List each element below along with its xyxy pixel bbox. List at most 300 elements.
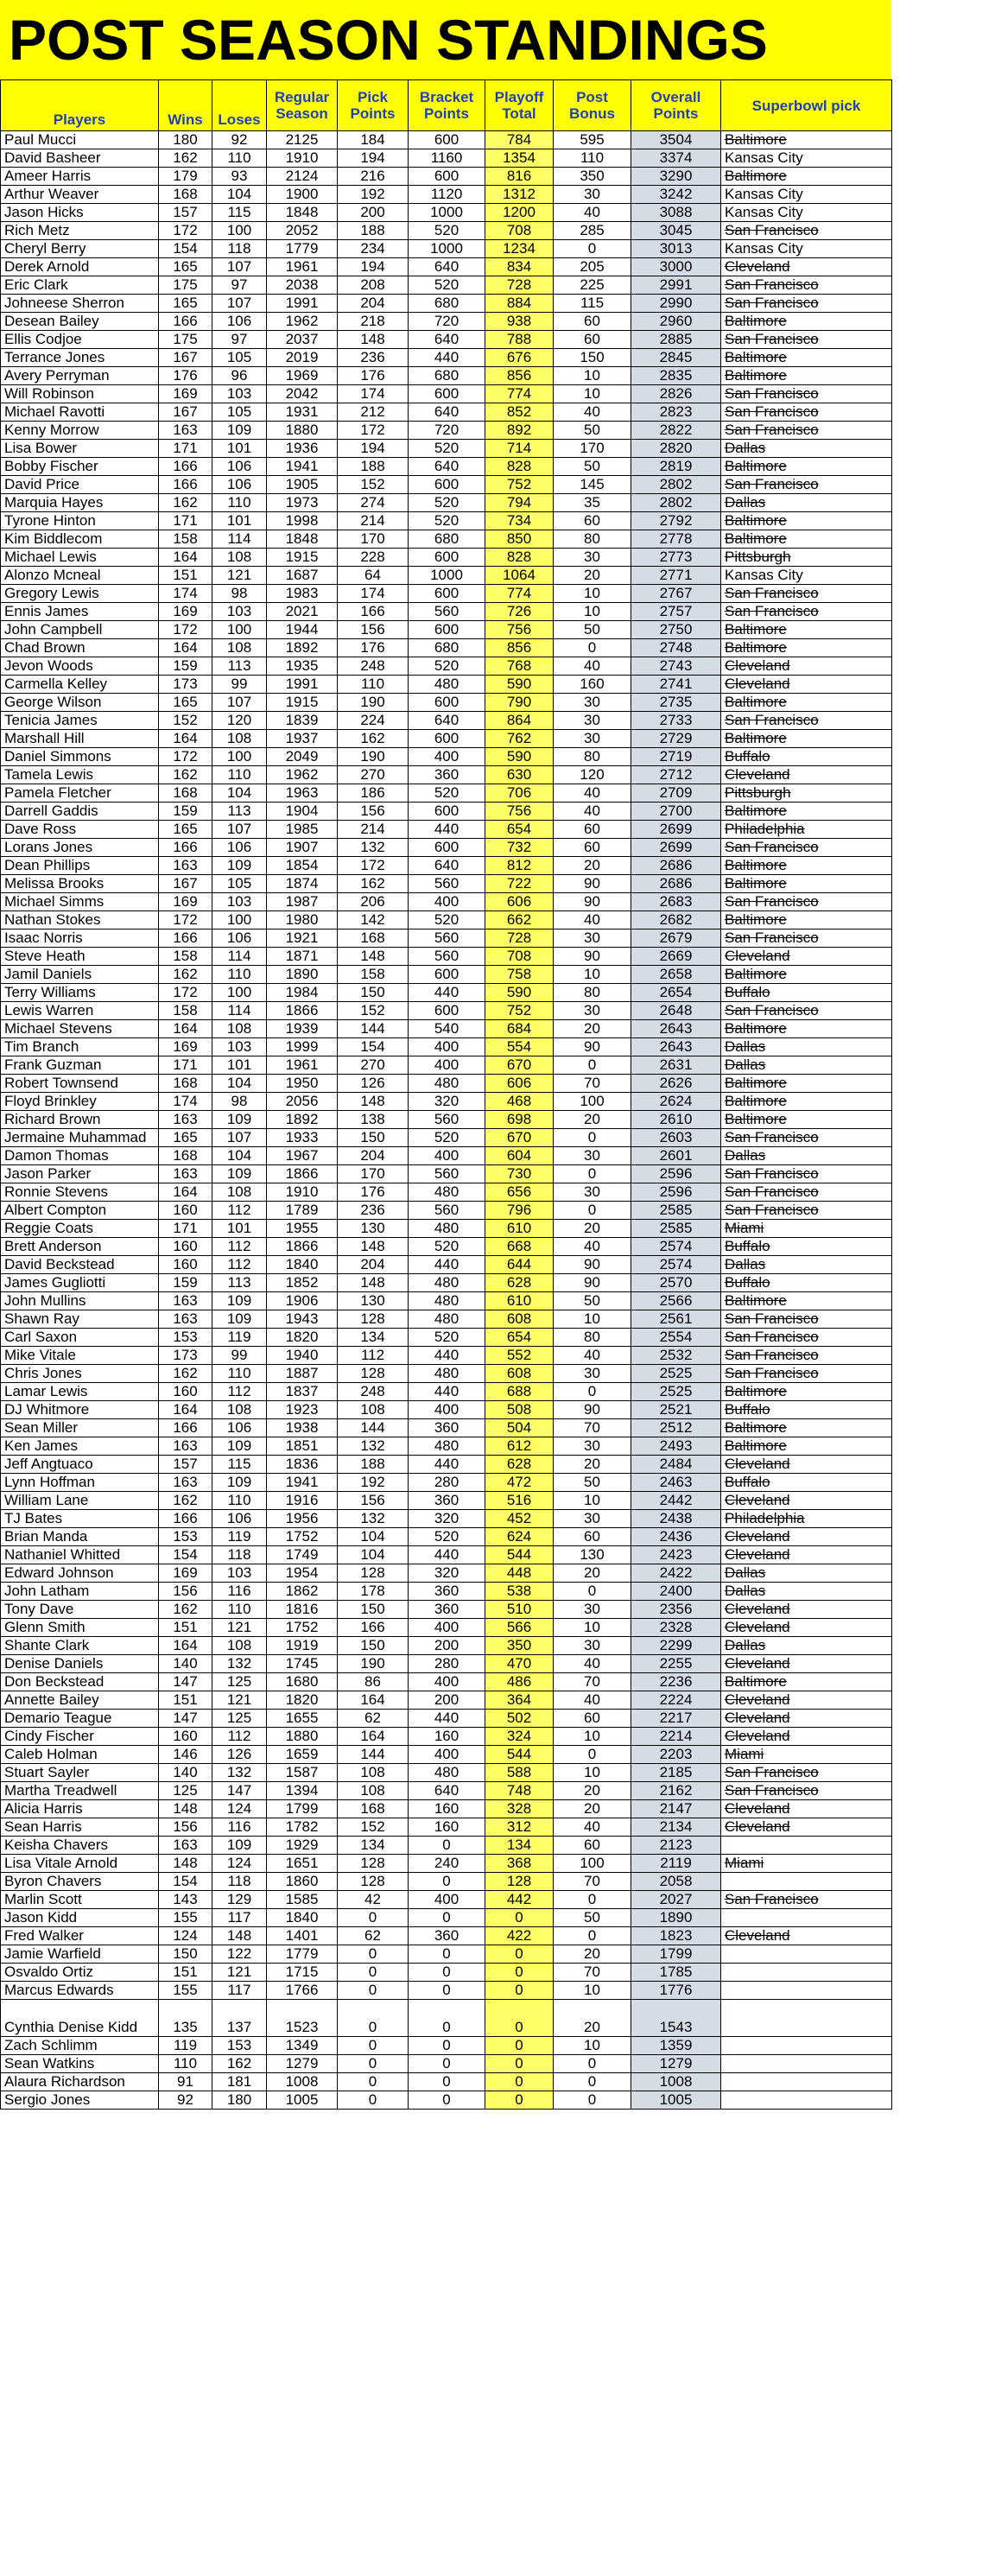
wins-cell-text: 153 [173,1329,198,1345]
playoff-total-cell-text: 0 [515,1964,523,1980]
wins-cell [159,766,212,784]
superbowl-pick-cell-text: Cleveland [725,1691,790,1708]
bracket-points-cell [409,1837,485,1855]
wins-cell-text: 180 [173,131,198,148]
loses-cell [212,1165,267,1183]
overall-points-cell [631,1746,721,1764]
bracket-points-cell-text: 600 [434,621,459,638]
overall-points-cell [631,1093,721,1111]
bracket-points-cell-text: 560 [434,1165,459,1182]
regular-season-cell [267,403,338,422]
playoff-total-cell [485,1020,554,1038]
post-bonus-cell [554,730,631,748]
bracket-points-cell-text: 480 [434,1437,459,1454]
post-bonus-cell [554,1020,631,1038]
table-row [1,603,892,621]
overall-points-cell-text: 2699 [659,821,693,837]
player-name-cell-text: Desean Bailey [4,313,99,329]
column-header-regular-season[interactable]: Regular Season [267,80,338,131]
post-bonus-cell-text: 0 [587,2091,597,2108]
post-bonus-cell [554,1764,631,1782]
player-name-cell-text: Eric Clark [4,276,68,293]
loses-cell [212,1456,267,1474]
post-bonus-cell-text: 40 [584,1238,600,1254]
wins-cell [159,911,212,930]
overall-points-cell [631,1818,721,1837]
column-header-wins[interactable]: Wins [159,80,212,131]
table-row [1,893,892,911]
pick-points-cell [338,530,409,549]
bracket-points-cell [409,585,485,603]
bracket-points-cell [409,494,485,512]
superbowl-pick-cell-text: Dallas [725,1038,766,1055]
regular-season-cell [267,1183,338,1202]
regular-season-cell-text: 1962 [285,766,319,783]
column-header-overall-points[interactable]: Overall Points [631,80,721,131]
bracket-points-cell-text: 520 [434,494,459,511]
overall-points-cell [631,1147,721,1165]
column-header-loses[interactable]: Loses [212,80,267,131]
overall-points-cell [631,657,721,676]
playoff-total-cell [485,331,554,349]
overall-points-cell-text: 2596 [659,1165,693,1182]
regular-season-cell-text: 1523 [285,2019,319,2035]
bracket-points-cell [409,1710,485,1728]
superbowl-pick-cell [721,1546,892,1564]
wins-cell [159,1710,212,1728]
loses-cell [212,1492,267,1510]
overall-points-cell-text: 1005 [659,2091,693,2108]
regular-season-cell-text: 1890 [285,966,319,982]
overall-points-cell [631,712,721,730]
column-header-pick-points[interactable]: Pick Points [338,80,409,131]
table-row [1,1837,892,1855]
wins-cell [159,1855,212,1873]
superbowl-pick-cell-text: Kansas City [725,149,803,166]
playoff-total-cell [485,2073,554,2091]
loses-cell-text: 129 [226,1891,252,1907]
player-name-cell [1,639,159,657]
playoff-total-cell [485,295,554,313]
column-header-bracket-points[interactable]: Bracket Points [409,80,485,131]
column-header-players[interactable]: Players [1,80,159,131]
player-name-cell [1,1075,159,1093]
bracket-points-cell [409,803,485,821]
player-name-cell [1,567,159,585]
playoff-total-cell-text: 768 [506,657,532,674]
player-name-cell [1,784,159,803]
player-name-cell-text: Lorans Jones [4,839,93,855]
loses-cell-text: 100 [226,621,252,638]
player-name-cell-text: Marlin Scott [4,1891,82,1907]
pick-points-cell-text: 132 [360,1437,385,1454]
column-header-post-bonus[interactable]: Post Bonus [554,80,631,131]
bracket-points-cell-text: 160 [434,1818,459,1835]
overall-points-cell-text: 2771 [659,567,693,583]
superbowl-pick-cell-text: Buffalo [725,1401,770,1418]
player-name-cell [1,1292,159,1310]
bracket-points-cell [409,204,485,222]
playoff-total-cell [485,803,554,821]
pick-points-cell-text: 184 [360,131,385,148]
playoff-total-cell-text: 670 [506,1129,532,1145]
bracket-points-cell-text: 200 [434,1637,459,1653]
playoff-total-cell [485,1456,554,1474]
table-row [1,530,892,549]
pick-points-cell [338,313,409,331]
regular-season-cell [267,1510,338,1528]
player-name-cell [1,1601,159,1619]
bracket-points-cell-text: 600 [434,839,459,855]
regular-season-cell [267,1800,338,1818]
loses-cell-text: 108 [226,639,252,656]
table-row [1,621,892,639]
superbowl-pick-cell [721,367,892,385]
playoff-total-cell-text: 502 [506,1710,532,1726]
wins-cell [159,1238,212,1256]
player-name-cell-text: James Gugliotti [4,1274,106,1291]
post-bonus-cell [554,984,631,1002]
bracket-points-cell [409,1202,485,1220]
regular-season-cell [267,784,338,803]
post-bonus-cell [554,839,631,857]
bracket-points-cell [409,639,485,657]
playoff-total-cell-text: 654 [506,821,532,837]
playoff-total-cell [485,766,554,784]
wins-cell-text: 171 [173,440,198,456]
wins-cell-text: 165 [173,821,198,837]
post-bonus-cell [554,440,631,458]
regular-season-cell-text: 1837 [285,1383,319,1399]
playoff-total-cell-text: 630 [506,766,532,783]
bracket-points-cell [409,1093,485,1111]
bracket-points-cell [409,748,485,766]
bracket-points-cell [409,1673,485,1691]
superbowl-pick-cell [721,930,892,948]
overall-points-cell-text: 2574 [659,1256,693,1272]
regular-season-cell [267,1365,338,1383]
table-row [1,1818,892,1837]
wins-cell [159,1818,212,1837]
player-name-cell [1,1220,159,1238]
loses-cell-text: 112 [227,1728,251,1744]
bracket-points-cell [409,258,485,276]
playoff-total-cell-text: 504 [506,1419,532,1436]
playoff-total-cell-text: 756 [506,803,532,819]
pick-points-cell [338,1202,409,1220]
playoff-total-cell-text: 128 [506,1873,532,1889]
regular-season-cell-text: 1585 [285,1891,319,1907]
overall-points-cell-text: 2802 [659,476,693,492]
superbowl-pick-cell-text: Baltimore [725,1093,787,1109]
superbowl-pick-cell [721,1292,892,1310]
pick-points-cell-text: 192 [360,186,385,202]
overall-points-cell-text: 1008 [659,2073,693,2090]
post-bonus-cell-text: 20 [584,1111,600,1127]
player-name-cell [1,1982,159,2000]
overall-points-cell [631,1437,721,1456]
post-bonus-cell-text: 80 [584,984,600,1000]
bracket-points-cell [409,730,485,748]
post-bonus-cell [554,204,631,222]
player-name-cell-text: John Campbell [4,621,103,638]
wins-cell-text: 159 [173,657,198,674]
wins-cell-text: 143 [173,1891,198,1907]
overall-points-cell [631,603,721,621]
pick-points-cell-text: 0 [368,2037,377,2053]
loses-cell [212,367,267,385]
loses-cell [212,1619,267,1637]
superbowl-pick-cell [721,1274,892,1292]
playoff-total-cell-text: 684 [506,1020,532,1037]
bracket-points-cell [409,1292,485,1310]
bracket-points-cell-text: 1000 [430,240,463,257]
loses-cell-text: 104 [226,784,252,801]
overall-points-cell-text: 2648 [659,1002,693,1018]
loses-cell [212,1601,267,1619]
regular-season-cell [267,1945,338,1964]
wins-cell-text: 158 [173,530,198,547]
post-bonus-cell-text: 10 [584,385,600,402]
wins-cell [159,857,212,875]
post-bonus-cell [554,131,631,149]
overall-points-cell-text: 2699 [659,839,693,855]
superbowl-pick-cell [721,1855,892,1873]
pick-points-cell-text: 192 [360,1474,385,1490]
player-name-cell [1,403,159,422]
loses-cell-text: 109 [226,1292,252,1309]
wins-cell-text: 163 [173,1165,198,1182]
column-header-superbowl-pick[interactable]: Superbowl pick [721,80,892,131]
superbowl-pick-cell [721,1492,892,1510]
playoff-total-cell [485,1256,554,1274]
regular-season-cell [267,313,338,331]
pick-points-cell [338,948,409,966]
post-bonus-cell-text: 160 [580,676,605,692]
wins-cell [159,1673,212,1691]
wins-cell-text: 154 [173,240,198,257]
loses-cell [212,1310,267,1329]
table-row [1,1909,892,1927]
player-name-cell [1,676,159,694]
wins-cell [159,1147,212,1165]
superbowl-pick-cell-text: San Francisco [725,276,819,293]
loses-cell-text: 97 [231,331,248,347]
pick-points-cell [338,748,409,766]
overall-points-cell [631,1655,721,1673]
player-name-cell-text: Demario Teague [4,1710,112,1726]
regular-season-cell-text: 1904 [285,803,319,819]
superbowl-pick-cell [721,1147,892,1165]
pick-points-cell-text: 176 [360,367,385,384]
loses-cell-text: 101 [226,1056,252,1073]
post-bonus-cell [554,875,631,893]
playoff-total-cell [485,966,554,984]
column-header-playoff-total[interactable]: Playoff Total [485,80,554,131]
loses-cell-text: 93 [231,168,248,184]
wins-cell [159,1619,212,1637]
player-name-cell [1,1818,159,1837]
superbowl-pick-cell [721,1728,892,1746]
table-row [1,657,892,676]
pick-points-cell [338,222,409,240]
bracket-points-cell-text: 160 [434,1800,459,1817]
loses-cell [212,1891,267,1909]
player-name-cell-text: David Price [4,476,79,492]
pick-points-cell [338,2000,409,2037]
overall-points-cell [631,1837,721,1855]
bracket-points-cell-text: 320 [434,1510,459,1526]
playoff-total-cell [485,204,554,222]
loses-cell-text: 92 [231,131,248,148]
player-name-cell-text: Jevon Woods [4,657,93,674]
post-bonus-cell-text: 70 [584,1075,600,1091]
playoff-total-cell [485,821,554,839]
superbowl-pick-cell-text: San Francisco [725,295,819,311]
loses-cell [212,458,267,476]
playoff-total-cell-text: 644 [506,1256,532,1272]
player-name-cell [1,240,159,258]
bracket-points-cell [409,1655,485,1673]
wins-cell-text: 169 [173,1038,198,1055]
post-bonus-cell [554,1365,631,1383]
loses-cell-text: 114 [227,948,251,964]
pick-points-cell [338,857,409,875]
table-row [1,839,892,857]
superbowl-pick-cell-text: San Francisco [725,1002,819,1018]
pick-points-cell [338,1510,409,1528]
playoff-total-cell-text: 590 [506,676,532,692]
pick-points-cell [338,1474,409,1492]
superbowl-pick-cell [721,1437,892,1456]
pick-points-cell-text: 162 [360,730,385,746]
player-name-cell-text: Sean Harris [4,1818,82,1835]
wins-cell-text: 173 [173,1347,198,1363]
bracket-points-cell-text: 560 [434,930,459,946]
overall-points-cell-text: 2643 [659,1038,693,1055]
overall-points-cell-text: 2757 [659,603,693,619]
bracket-points-cell-text: 0 [442,1873,451,1889]
pick-points-cell-text: 132 [360,839,385,855]
superbowl-pick-cell-text: Buffalo [725,748,770,765]
playoff-total-cell [485,512,554,530]
table-row [1,1020,892,1038]
overall-points-cell [631,1855,721,1873]
loses-cell [212,2000,267,2037]
overall-points-cell-text: 2991 [659,276,693,293]
player-name-cell [1,1782,159,1800]
superbowl-pick-cell [721,1691,892,1710]
regular-season-cell [267,258,338,276]
overall-points-cell [631,403,721,422]
playoff-total-cell [485,1492,554,1510]
bracket-points-cell-text: 600 [434,131,459,148]
table-row [1,331,892,349]
playoff-total-cell-text: 752 [506,1002,532,1018]
pick-points-cell-text: 138 [360,1111,385,1127]
wins-cell [159,821,212,839]
pick-points-cell [338,549,409,567]
player-name-cell [1,1873,159,1891]
post-bonus-cell [554,1437,631,1456]
post-bonus-cell-text: 60 [584,512,600,529]
post-bonus-cell-text: 40 [584,657,600,674]
overall-points-cell-text: 2463 [659,1474,693,1490]
player-name-cell [1,803,159,821]
bracket-points-cell-text: 680 [434,639,459,656]
wins-cell [159,349,212,367]
loses-cell [212,766,267,784]
pick-points-cell [338,168,409,186]
wins-cell-text: 154 [173,1546,198,1563]
wins-cell-text: 166 [173,313,198,329]
post-bonus-cell-text: 0 [587,1891,597,1907]
bracket-points-cell [409,1456,485,1474]
superbowl-pick-cell [721,748,892,766]
regular-season-cell-text: 1961 [285,1056,319,1073]
table-row [1,1329,892,1347]
regular-season-cell [267,131,338,149]
regular-season-cell [267,1002,338,1020]
pick-points-cell-text: 204 [360,295,385,311]
loses-cell-text: 110 [227,1365,251,1381]
post-bonus-cell-text: 90 [584,1038,600,1055]
overall-points-cell-text: 2058 [659,1873,693,1889]
overall-points-cell [631,585,721,603]
playoff-total-cell-text: 364 [506,1691,532,1708]
superbowl-pick-cell [721,1891,892,1909]
post-bonus-cell-text: 10 [584,966,600,982]
superbowl-pick-cell [721,712,892,730]
regular-season-cell-text: 1651 [285,1855,319,1871]
regular-season-cell-text: 1916 [285,1492,319,1508]
regular-season-cell-text: 1779 [285,240,319,257]
bracket-points-cell [409,1855,485,1873]
pick-points-cell [338,766,409,784]
loses-cell [212,1873,267,1891]
pick-points-cell-text: 0 [368,1945,377,1962]
bracket-points-cell-text: 440 [434,984,459,1000]
loses-cell-text: 115 [227,204,251,220]
wins-cell-text: 119 [173,2037,198,2053]
wins-cell [159,367,212,385]
regular-season-cell [267,1619,338,1637]
playoff-total-cell-text: 816 [506,168,532,184]
wins-cell-text: 148 [173,1800,198,1817]
bracket-points-cell-text: 480 [434,1292,459,1309]
pick-points-cell-text: 204 [360,1256,385,1272]
loses-cell-text: 108 [226,1401,252,1418]
post-bonus-cell [554,168,631,186]
post-bonus-cell [554,1456,631,1474]
superbowl-pick-cell [721,1601,892,1619]
post-bonus-cell [554,1601,631,1619]
bracket-points-cell-text: 200 [434,1691,459,1708]
playoff-total-cell [485,1347,554,1365]
player-name-cell [1,585,159,603]
regular-season-cell [267,1891,338,1909]
wins-cell-text: 151 [173,567,198,583]
superbowl-pick-cell-text: Cleveland [725,258,790,275]
regular-season-cell [267,875,338,893]
player-name-cell-text: Brian Manda [4,1528,88,1545]
bracket-points-cell-text: 400 [434,1619,459,1635]
table-row [1,2037,892,2055]
overall-points-cell-text: 2624 [659,1093,693,1109]
regular-season-cell-text: 1745 [285,1655,319,1672]
playoff-total-cell [485,839,554,857]
regular-season-cell [267,422,338,440]
